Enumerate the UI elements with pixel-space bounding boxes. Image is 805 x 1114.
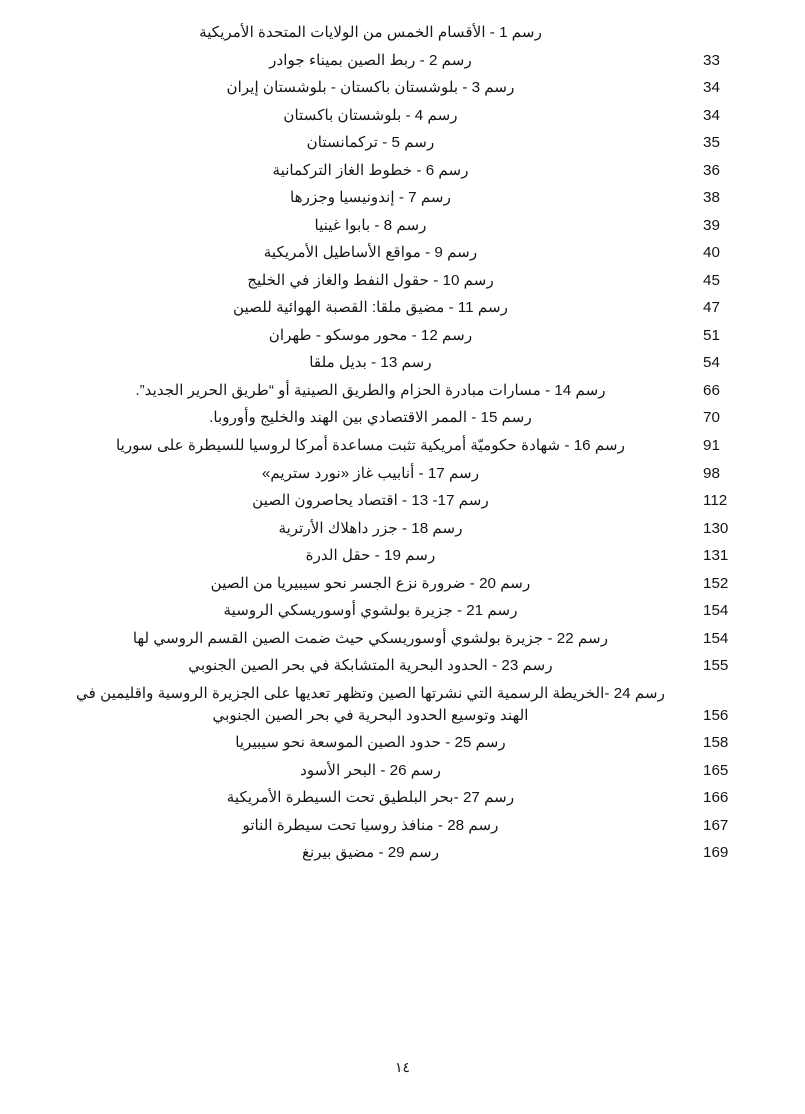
toc-entry-page-number: 34: [703, 106, 720, 124]
toc-entry[interactable]: [60, 573, 745, 595]
toc-entry-page-number: 155: [703, 657, 729, 675]
toc-entry-title: رسم 4 - بلوشستان باكستان: [283, 106, 458, 124]
toc-entry-title: رسم 14 - مسارات مبادرة الحزام والطريق الصينية أو “طريق الحرير الجديد”.: [135, 381, 606, 399]
toc-entry[interactable]: [60, 842, 745, 864]
toc-entry[interactable]: [60, 132, 745, 154]
toc-entry-title: رسم 28 - منافذ روسيا تحت سيطرة الناتو: [242, 816, 499, 834]
toc-entry[interactable]: [60, 160, 745, 182]
toc-entry-page-number: 40: [703, 244, 720, 262]
toc-entry-title: رسم 22 - جزيرة بولشوي أوسوريسكي حيث ضمت الصين القسم الروسي لها: [132, 629, 609, 647]
toc-entry[interactable]: [60, 628, 745, 650]
toc-entry-page-number: 130: [703, 519, 729, 537]
toc-entry[interactable]: [60, 545, 745, 567]
toc-entry[interactable]: [60, 105, 745, 127]
toc-entry-title: رسم 11 - مضيق ملقا: القصبة الهوائية للصين: [232, 299, 509, 317]
toc-entry-page-number: 45: [703, 271, 720, 289]
page-folio: ١٤: [394, 1059, 411, 1075]
table-of-contents-list: [60, 22, 745, 864]
toc-entry[interactable]: [60, 22, 745, 44]
toc-entry-title: رسم 3 - بلوشستان باكستان - بلوشستان إيران: [226, 79, 515, 97]
toc-entry-page-number: 66: [703, 381, 720, 399]
toc-entry-page-number: 154: [703, 602, 729, 620]
toc-entry-page-number: 91: [703, 436, 720, 454]
toc-entry-title: رسم 9 - مواقع الأساطيل الأمريكية: [263, 244, 478, 262]
toc-entry[interactable]: [60, 518, 745, 540]
toc-entry[interactable]: [60, 187, 745, 209]
toc-entry-page-number: 167: [703, 816, 729, 834]
toc-entry-title: رسم 27 -بحر البلطيق تحت السيطرة الأمريكية: [226, 789, 515, 807]
toc-entry-title: رسم 24 -الخريطة الرسمية التي نشرتها الصين وتظهر تعديها على الجزيرة الروسية واقليمين في الهند وتوسيع الحدود البحرية في بحر الصين الجنوبي: [71, 684, 665, 724]
toc-entry[interactable]: [60, 215, 745, 237]
toc-entry-title: رسم 26 - البحر الأسود: [300, 761, 441, 779]
toc-entry[interactable]: [60, 50, 745, 72]
toc-entry-title: رسم 2 - ربط الصين بميناء جوادر: [269, 51, 472, 69]
toc-entry[interactable]: [60, 435, 745, 457]
toc-entry-page-number: 54: [703, 354, 720, 372]
toc-entry-title: رسم 17 - أنابيب غاز «نورد ستريم»: [261, 464, 480, 482]
toc-entry-title: رسم 1 - الأقسام الخمس من الولايات المتحدة الأمريكية: [199, 24, 542, 41]
toc-entry[interactable]: [60, 490, 745, 512]
toc-entry-title: رسم 6 - خطوط الغاز التركمانية: [272, 161, 469, 179]
toc-entry[interactable]: [60, 787, 745, 809]
toc-entry[interactable]: [60, 77, 745, 99]
toc-entry-page-number: 165: [703, 761, 729, 779]
toc-entry-page-number: 158: [703, 734, 729, 752]
toc-entry-page-number: 169: [703, 844, 729, 862]
toc-entry-title: رسم 19 - حقل الدرة: [305, 547, 436, 565]
toc-entry[interactable]: [60, 655, 745, 677]
toc-entry-title: رسم 13 - بديل ملقا: [309, 354, 432, 372]
toc-entry[interactable]: [60, 463, 745, 485]
toc-entry-title: رسم 16 - شهادة حكوميّة أمريكية تثبت مساعدة أمركا لروسيا للسيطرة على سوريا: [116, 436, 625, 454]
toc-entry[interactable]: [60, 683, 745, 727]
toc-entry-title: رسم 20 - ضرورة نزع الجسر نحو سيبيريا من الصين: [210, 574, 531, 592]
toc-entry-title: رسم 8 - بابوا غينيا: [314, 216, 427, 234]
toc-entry[interactable]: [60, 352, 745, 374]
toc-entry-page-number: 47: [703, 299, 720, 317]
toc-entry-page-number: 35: [703, 134, 720, 152]
toc-entry-page-number: 156: [703, 706, 729, 724]
toc-entry[interactable]: [60, 325, 745, 347]
toc-entry-page-number: 154: [703, 629, 729, 647]
toc-entry[interactable]: [60, 600, 745, 622]
toc-entry[interactable]: [60, 815, 745, 837]
toc-entry-page-number: 131: [703, 547, 729, 565]
toc-entry-page-number: 70: [703, 409, 720, 427]
toc-entry-page-number: 166: [703, 789, 729, 807]
toc-entry[interactable]: [60, 760, 745, 782]
toc-entry-page-number: 34: [703, 79, 720, 97]
toc-entry[interactable]: [60, 380, 745, 402]
toc-entry-page-number: 98: [703, 464, 720, 482]
toc-entry-title: رسم 12 - محور موسكو - طهران: [268, 326, 473, 344]
toc-entry-page-number: 152: [703, 574, 729, 592]
toc-entry-title: رسم 15 - الممر الاقتصادي بين الهند والخليج وأوروبا.: [209, 409, 532, 427]
toc-entry[interactable]: [60, 297, 745, 319]
toc-entry-title: رسم 29 - مضيق بيرنغ: [301, 844, 440, 862]
toc-entry-title: رسم 5 - تركمانستان: [306, 134, 435, 152]
toc-entry[interactable]: [60, 242, 745, 264]
toc-entry[interactable]: [60, 270, 745, 292]
toc-entry-title: رسم 25 - حدود الصين الموسعة نحو سيبيريا: [235, 734, 506, 752]
toc-entry-page-number: 51: [703, 326, 720, 344]
toc-entry-page-number: 39: [703, 216, 720, 234]
toc-entry-title: رسم 10 - حقول النفط والغاز في الخليج: [247, 271, 494, 289]
toc-entry-page-number: 33: [703, 51, 720, 69]
toc-entry-title: رسم 17- 13 - اقتصاد يحاصرون الصين: [252, 492, 489, 510]
toc-entry-page-number: 38: [703, 189, 720, 207]
toc-entry-title: رسم 18 - جزر داهلاك الأرترية: [278, 519, 463, 537]
toc-entry-page-number: 112: [703, 492, 728, 510]
toc-entry-page-number: 36: [703, 161, 720, 179]
toc-entry[interactable]: [60, 407, 745, 429]
toc-entry-title: رسم 21 - جزيرة بولشوي أوسوريسكي الروسية: [223, 602, 518, 620]
toc-entry[interactable]: [60, 732, 745, 754]
toc-entry-title: رسم 7 - إندونيسيا وجزرها: [290, 189, 451, 207]
toc-entry-title: رسم 23 - الحدود البحرية المتشابكة في بحر الصين الجنوبي: [188, 657, 553, 675]
